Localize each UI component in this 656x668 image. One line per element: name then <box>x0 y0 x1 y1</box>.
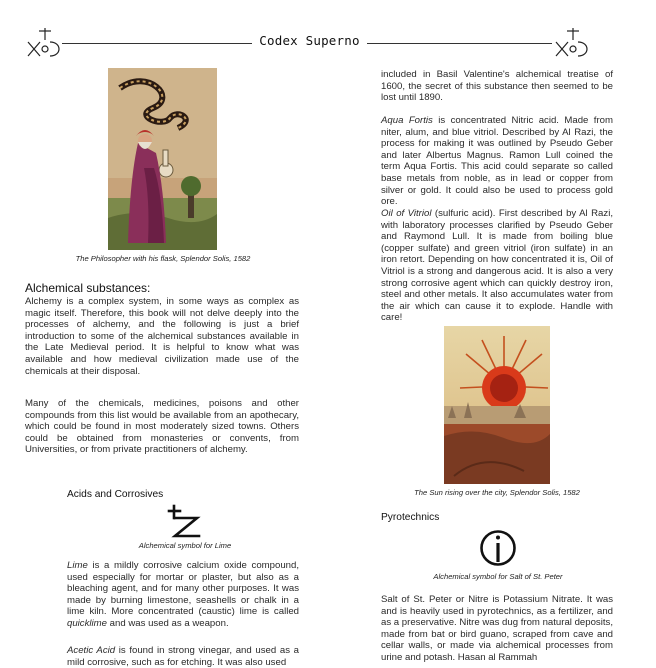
lime-text-end: and was used as a weapon. <box>107 617 229 629</box>
figure-caption: The Philosopher with his flask, Splendor Solis, 1582 <box>75 254 251 263</box>
vitriol-paragraph <box>381 208 613 324</box>
pyrotechnics-heading: Pyrotechnics <box>381 512 440 523</box>
header-rule-right <box>367 43 552 44</box>
saltpeter-text: is Potassium Nitrate. It was and is heavily used in pyrotechnics, as a fertilizer, and as a preservative. Nitre was dug from natural deposits, made from bat or bird guano, scraped from cave and cellar walls, or made via alchemical processes from urine and potash. Hasan al Rammah <box>381 594 614 663</box>
lime-symbol-icon <box>167 503 203 539</box>
vitriol-text: (sulfuric acid). First described by Al Razi, with laboratory processes clarified by Pseudo Geber and Raymond Lull. It is made from boiling blue (copper sulfate) and green vitriol (iron sulfate) in an iron retort. Depending on how concentrated it is, Oil of Vitriol is a strong and dangerous acid. It is also a very strong corrosive agent which can quickly destroy iron, steel and other metals. It also accumulates water from the air which can cause it to explode. Handle with care! <box>381 208 613 324</box>
lime-symbol-caption: Alchemical symbol for Lime <box>138 541 232 550</box>
acids-heading: Acids and Corrosives <box>67 489 164 500</box>
aqua-fortis-text: is concentrated Nitric acid. Made from niter, alum, and blue vitriol. Described by Al Razi, the process for making it was outlined by Pseudo Geber and later Albertus Magnus. Ramon Lull coined the term Aqua Fortis. This acid could separate so called base metals from noble, as in lead or copper from silver or gold. It could also be used to process gold ore. <box>381 115 613 208</box>
sun-rising-illustration <box>444 326 550 484</box>
right-sigil-icon <box>552 26 594 60</box>
header-rule-left <box>62 43 252 44</box>
acetic-text: is found in strong vinegar, and used as a mild corrosive, such as for etching. It was also used <box>67 645 299 668</box>
aqua-fortis-paragraph <box>381 115 613 208</box>
salt-of-st-peter-symbol-icon <box>478 528 518 568</box>
philosopher-illustration <box>108 68 217 250</box>
apothecary-paragraph: Many of the chemicals, medicines, poisons and other compounds from this list would be available from an apothecary, which could be found in most moderately sized towns. Others could be obtained from monasteries or convents, from Universities, or from private practitioners of alchemy. <box>25 398 299 456</box>
quicklime-term: quicklime <box>67 617 107 629</box>
acetic-paragraph <box>67 645 299 668</box>
saltpeter-paragraph <box>381 594 613 664</box>
section-title: Alchemical substances: <box>25 281 151 295</box>
acetic-term: Acetic Acid <box>67 645 116 656</box>
intro-paragraph: Alchemy is a complex system, in some ways as complex as magic itself. Therefore, this book will not delve deeply into the processes of alchemy, and the following is just a brief introduction to some of the alchemical substances available in the Late Medieval period. It is helpful to know what was available and how medieval civilization made use of the chemicals at their disposal. <box>25 296 299 377</box>
lime-paragraph <box>67 560 299 630</box>
lime-text: is a mildly corrosive calcium oxide compound, used especially for mortar or plaster, but also as a bleaching agent, and for many other purposes. It was made by burning limestone, seashells or chalk in a lime kiln. More concentrated (caustic) lime is called <box>67 560 299 618</box>
lime-term: Lime <box>67 560 88 571</box>
page-title: Codex Superno <box>259 33 360 48</box>
saltpeter-symbol-caption: Alchemical symbol for Salt of St. Peter <box>433 572 563 581</box>
aqua-fortis-term: Aqua Fortis <box>381 115 433 126</box>
valentine-paragraph: included in Basil Valentine's alchemical treatise of 1600, the secret of this substance then seemed to be lost until 1890. <box>381 69 613 104</box>
vitriol-term: Oil of Vitriol <box>381 208 432 219</box>
saltpeter-term: Salt of St. Peter or Nitre <box>381 594 489 605</box>
left-sigil-icon <box>24 26 66 60</box>
sun-figure-caption: The Sun rising over the city, Splendor Solis, 1582 <box>414 488 580 497</box>
